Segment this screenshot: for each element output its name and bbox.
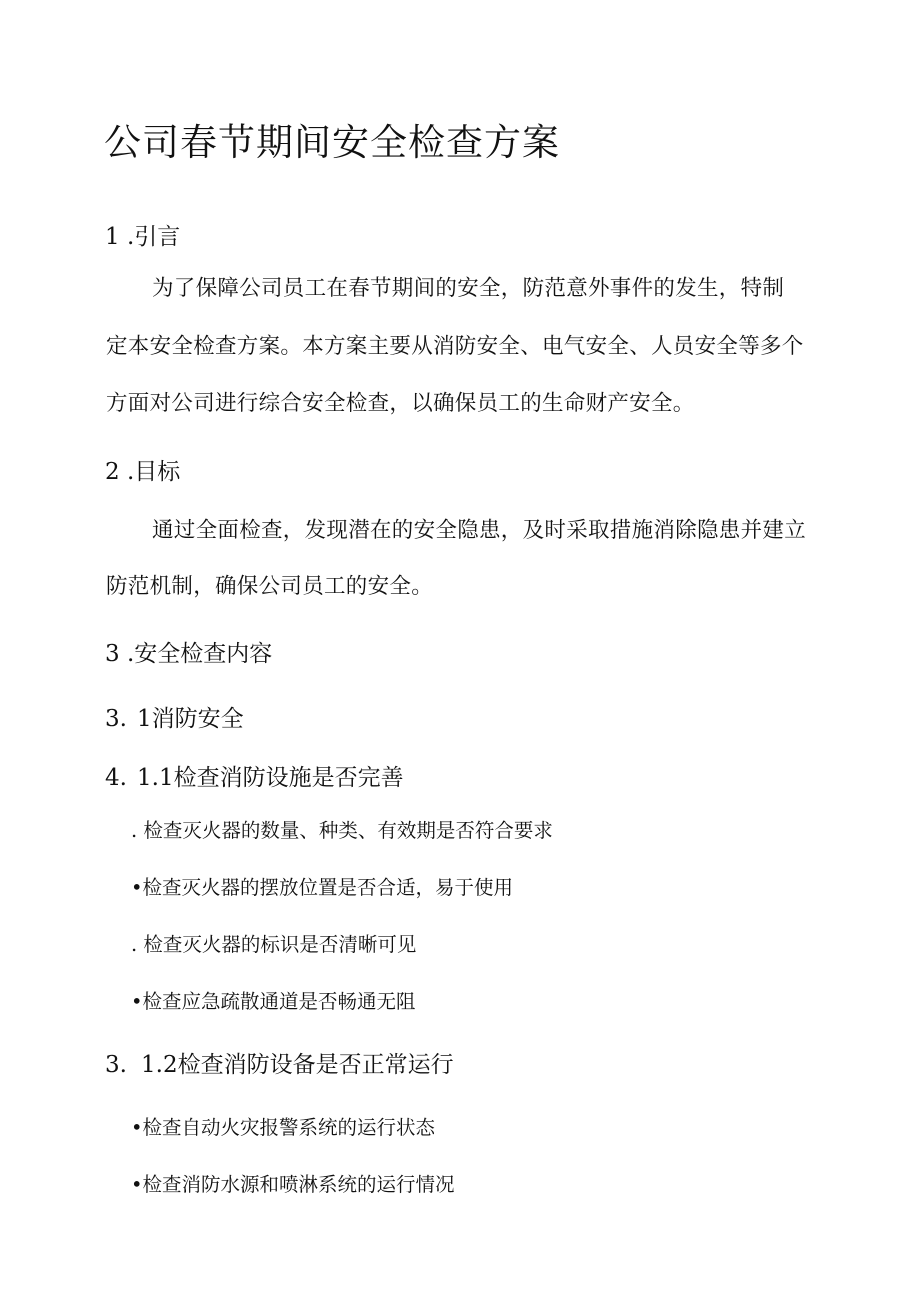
list-item: •检查应急疏散通道是否畅通无阻 (131, 990, 416, 1013)
list-item: . 检查灭火器的标识是否清晰可见 (131, 933, 417, 956)
paragraph-line: 为了保障公司员工在春节期间的安全，防范意外事件的发生，特制 (152, 276, 785, 301)
section-number: 3. (105, 1052, 127, 1078)
document-title: 公司春节期间安全检查方案 (104, 121, 560, 164)
list-item: •检查消防水源和喷淋系统的运行情况 (131, 1173, 455, 1196)
section-heading-content (105, 635, 272, 668)
subsection-heading-fire-facility (105, 759, 404, 792)
section-label: 1消防安全 (137, 706, 244, 732)
section-number: 2 (105, 459, 120, 485)
section-number: 3 (105, 641, 120, 667)
paragraph-line: 定本安全检查方案。本方案主要从消防安全、电气安全、人员安全等多个 (106, 334, 804, 359)
section-label: .安全检查内容 (127, 641, 273, 667)
section-heading-intro (105, 218, 180, 251)
list-item: •检查灭火器的摆放位置是否合适，易于使用 (131, 876, 514, 899)
section-label: 1.1检查消防设施是否完善 (137, 765, 404, 791)
list-item: . 检查灭火器的数量、种类、有效期是否符合要求 (131, 819, 553, 842)
paragraph-line: 方面对公司进行综合安全检查，以确保员工的生命财产安全。 (106, 391, 695, 416)
paragraph-line: 通过全面检查，发现潜在的安全隐患，及时采取措施消除隐患并建立 (152, 518, 807, 543)
list-item: •检查自动火灾报警系统的运行状态 (131, 1116, 436, 1139)
subsection-heading-fire (105, 700, 244, 733)
section-number: 4. (105, 765, 127, 791)
section-number: 3. (105, 706, 127, 732)
subsection-heading-fire-equipment (105, 1046, 454, 1079)
section-label: 1.2检查消防设备是否正常运行 (141, 1052, 454, 1078)
section-number: 1 (105, 224, 120, 250)
section-heading-goal (105, 453, 180, 486)
paragraph-line: 防范机制，确保公司员工的安全。 (106, 574, 434, 599)
section-label: .引言 (127, 224, 181, 250)
section-label: .目标 (127, 459, 181, 485)
